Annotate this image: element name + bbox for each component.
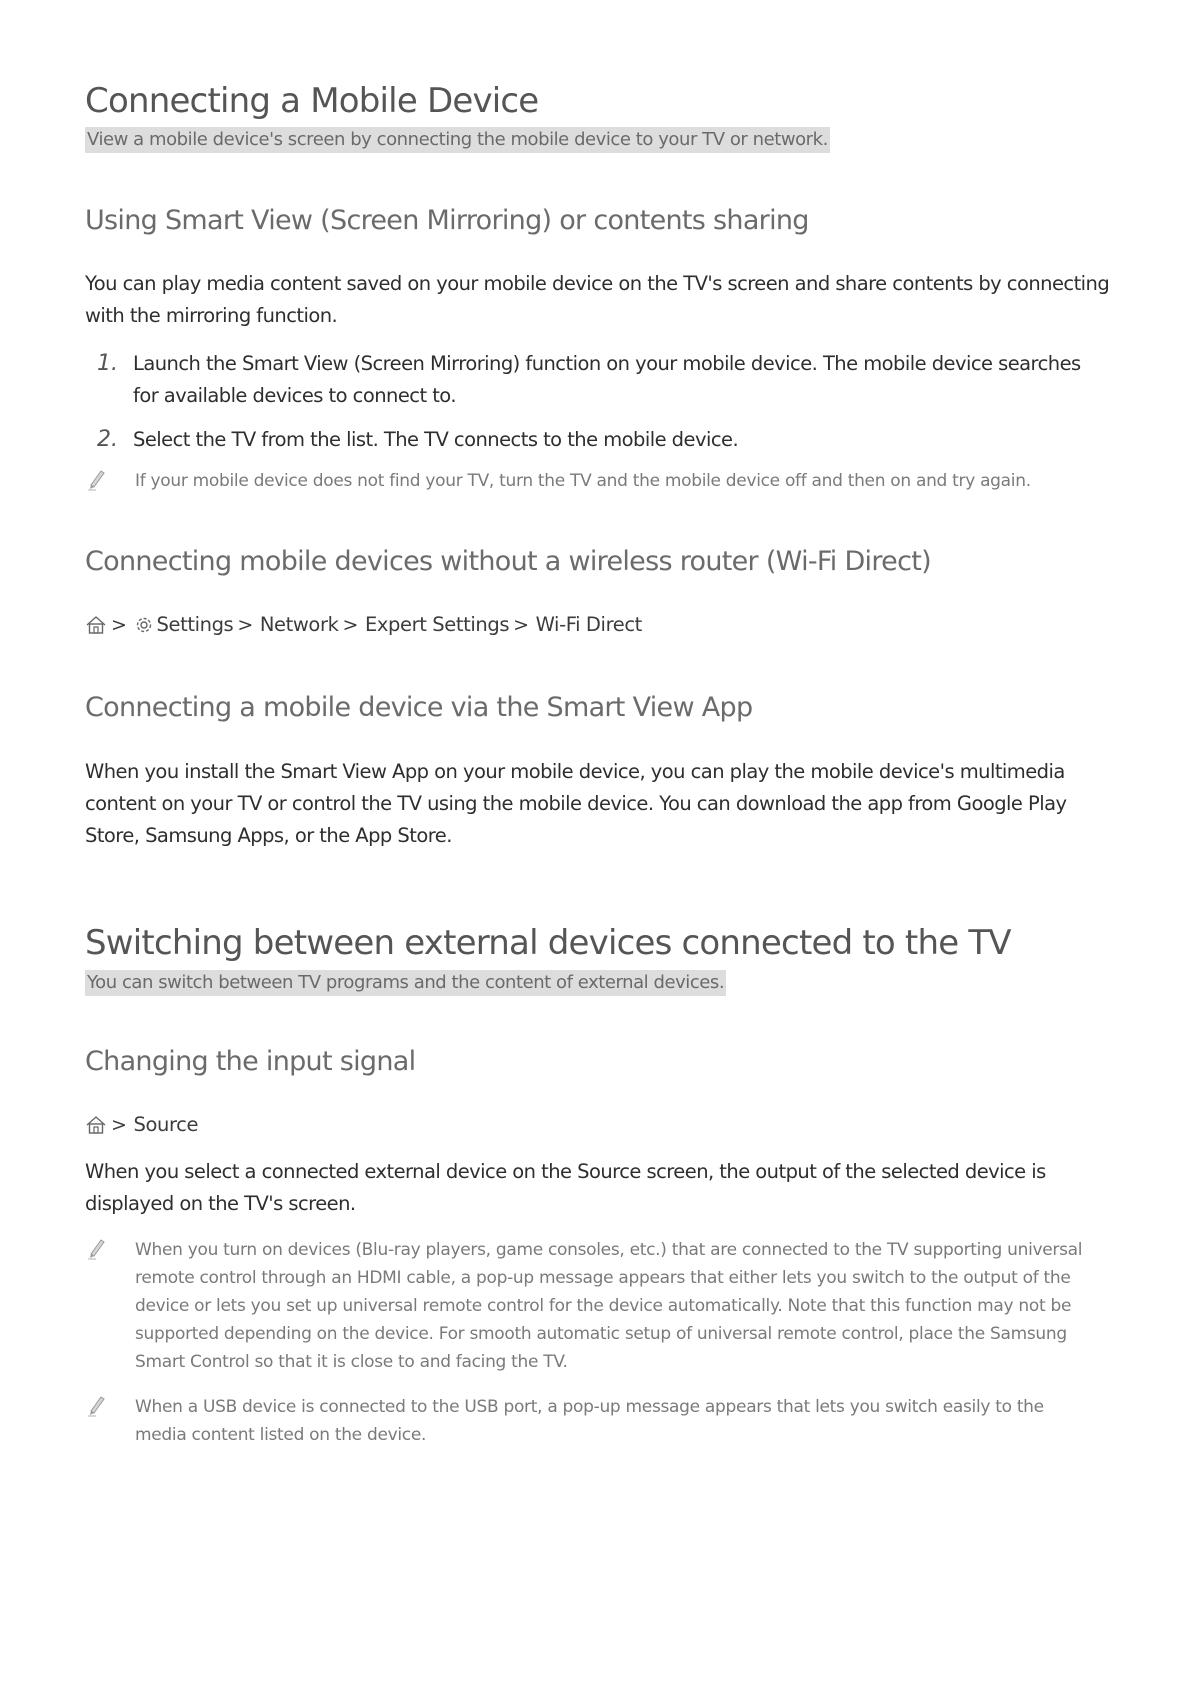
input-signal-body	[85, 1156, 1125, 1220]
heading-input-signal: Changing the input signal	[85, 1046, 416, 1077]
path-separator: >	[111, 1114, 127, 1136]
note-text: If your mobile device does not find your TV, turn the TV and the mobile device off and then on and try again.	[135, 471, 1031, 491]
section-subtitle-mobile-device	[85, 127, 830, 153]
section-title-mobile-device: Connecting a Mobile Device	[85, 81, 539, 121]
menu-path-wifi-direct	[85, 611, 642, 639]
path-separator: >	[237, 614, 253, 636]
path-item-network: Network	[259, 613, 339, 636]
path-item-source: Source	[133, 1113, 199, 1136]
body-text: screen, the output of the selected device is displayed on the TV's screen.	[85, 1160, 1046, 1215]
note-usb-device	[85, 1393, 1095, 1449]
step-number: 1.	[97, 351, 118, 376]
subtitle-highlight: View a mobile device's screen by connecting the mobile device to your TV or network.	[85, 127, 830, 153]
menu-path-source	[85, 1111, 198, 1139]
pencil-icon	[85, 467, 135, 491]
gear-icon	[134, 615, 154, 635]
path-item-wifi-direct: Wi-Fi Direct	[535, 613, 642, 636]
heading-wifi-direct: Connecting mobile devices without a wireless router (Wi-Fi Direct)	[85, 546, 931, 577]
section-subtitle-external-devices	[85, 970, 726, 996]
home-icon	[85, 1115, 107, 1135]
path-separator: >	[111, 614, 127, 636]
note-text: When a USB device is connected to the USB port, a pop-up message appears that lets you switch easily to the media content listed on the device.	[135, 1397, 1044, 1445]
step-text: Launch the Smart View (Screen Mirroring) function on your mobile device. The mobile device searches for available devices to connect to.	[133, 352, 1081, 407]
pencil-icon	[85, 1236, 135, 1260]
step-number: 2.	[97, 427, 118, 452]
note-smart-view	[85, 467, 1095, 495]
path-item-settings: Settings	[156, 613, 234, 636]
note-universal-remote	[85, 1236, 1095, 1376]
note-text: When you turn on devices (Blu-ray players, game consoles, etc.) that are connected to the TV supporting universal remote control through an HDMI cable, a pop-up message appears that either lets you switch to the output of the device or lets you set up universal remote control for the device automatically. Note that this function may not be supported depending on the device. For smooth automatic setup of universal remote control, place the Samsung Smart Control so that it is close to and facing the TV.	[135, 1240, 1083, 1372]
step-1	[85, 348, 1093, 412]
body-source-term: Source	[577, 1160, 641, 1183]
heading-smart-view-app: Connecting a mobile device via the Smart View App	[85, 692, 753, 723]
subtitle-highlight: You can switch between TV programs and the content of external devices.	[85, 970, 726, 996]
smart-view-intro: You can play media content saved on your mobile device on the TV's screen and share contents by connecting with the mirroring function.	[85, 272, 1110, 327]
path-separator: >	[513, 614, 529, 636]
body-text: When you select a connected external device on the	[85, 1160, 578, 1183]
section-title-external-devices: Switching between external devices connected to the TV	[85, 923, 1011, 963]
smart-view-app-body: When you install the Smart View App on your mobile device, you can play the mobile device's multimedia content on your TV or control the TV using the mobile device. You can download the app from Google Play Store, Samsung Apps, or the App Store.	[85, 760, 1067, 847]
step-text: Select the TV from the list. The TV connects to the mobile device.	[133, 428, 739, 451]
heading-smart-view: Using Smart View (Screen Mirroring) or contents sharing	[85, 205, 809, 236]
path-separator: >	[342, 614, 358, 636]
home-icon	[85, 615, 107, 635]
step-2	[85, 424, 1093, 456]
path-item-expert-settings: Expert Settings	[365, 613, 510, 636]
pencil-icon	[85, 1393, 135, 1417]
